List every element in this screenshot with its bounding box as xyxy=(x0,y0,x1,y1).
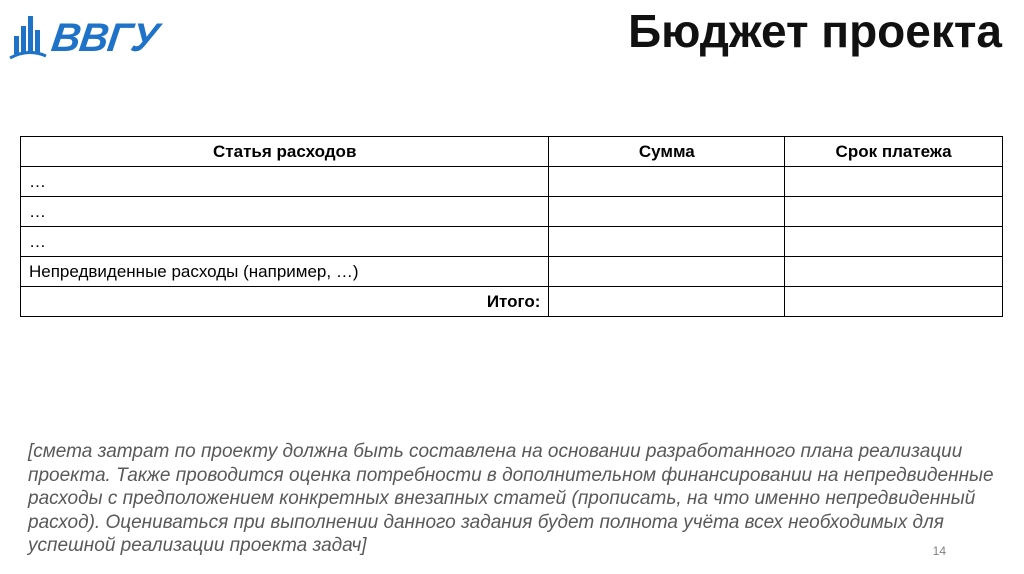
amount-cell xyxy=(549,197,785,227)
table-header-row xyxy=(21,137,1003,167)
logo-text: ВВГУ xyxy=(48,16,161,60)
expense-item-cell: Непредвиденные расходы (например, …) xyxy=(21,257,549,287)
total-row xyxy=(21,287,1003,317)
due-date-cell xyxy=(785,257,1003,287)
due-date-cell xyxy=(785,227,1003,257)
buildings-logo-icon xyxy=(8,12,48,64)
table-row xyxy=(21,197,1003,227)
expense-item-cell: … xyxy=(21,167,549,197)
instruction-note: [смета затрат по проекту должна быть составлена на основании разработанного плана реализации проекта. Также проводится оценка потребности в дополнительном финансировании на непредвиденные расходы с предположением конкретных внезапных статей (прописать, на что именно непредвиденный расход). Оцениваться при выполнении данного задания будет полнота учёта всех необходимых для успешной реализации проекта задач] xyxy=(28,441,994,556)
column-header-due-date: Срок платежа xyxy=(785,137,1003,167)
total-amount-cell xyxy=(549,287,785,317)
table-row xyxy=(21,167,1003,197)
total-label: Итого: xyxy=(21,287,549,317)
column-header-amount: Сумма xyxy=(549,137,785,167)
amount-cell xyxy=(549,167,785,197)
table-row xyxy=(21,227,1003,257)
total-due-cell xyxy=(785,287,1003,317)
table-row xyxy=(21,257,1003,287)
slide-title: Бюджет проекта xyxy=(628,5,1002,57)
amount-cell xyxy=(549,257,785,287)
budget-table xyxy=(20,136,1003,317)
amount-cell xyxy=(549,227,785,257)
expense-item-cell: … xyxy=(21,227,549,257)
page-number: 14 xyxy=(932,544,946,558)
due-date-cell xyxy=(785,167,1003,197)
due-date-cell xyxy=(785,197,1003,227)
column-header-expense-item: Статья расходов xyxy=(21,137,549,167)
university-logo xyxy=(8,12,168,64)
expense-item-cell: … xyxy=(21,197,549,227)
